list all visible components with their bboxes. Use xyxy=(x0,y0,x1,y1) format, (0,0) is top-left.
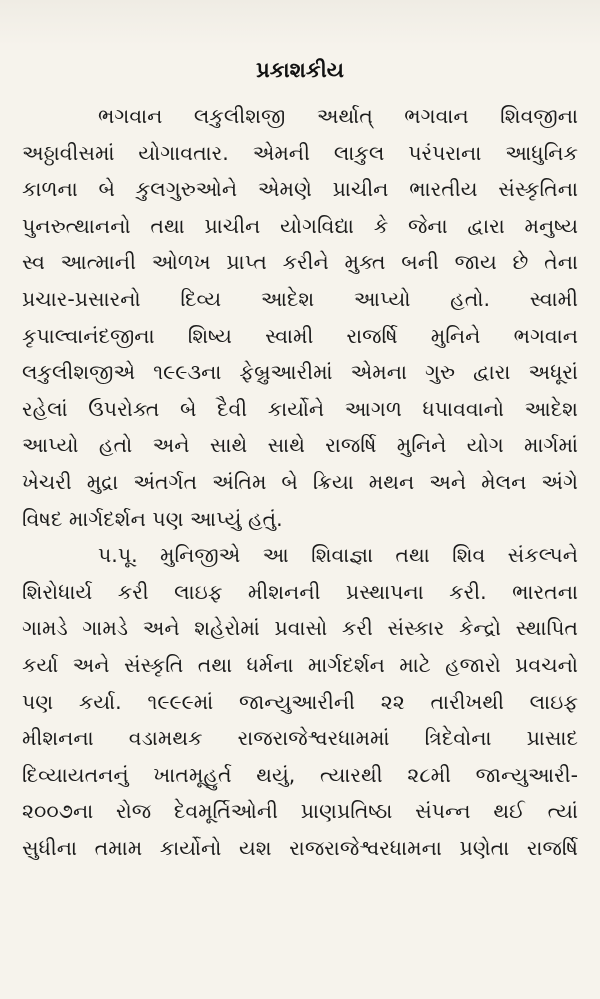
text-line: લકુલીશજીએ ૧૯૯૩ના ફેબ્રુઆરીમાં એમના ગુરુ દ્વારા અધૂરાં xyxy=(22,360,578,385)
text-line: શિરોધાર્ય કરી લાઇફ મીશનની પ્રસ્થાપના કરી. ભારતના xyxy=(22,579,578,604)
text-line: કાળના બે કુલગુરુઓને એમણે પ્રાચીન ભારતીય સંસ્કૃતિના xyxy=(22,177,578,202)
text-line: ગામડે ગામડે અને શહેરોમાં પ્રવાસો કરી સંસ્કાર કેન્દ્રો સ્થાપિત xyxy=(22,616,578,641)
paragraph-2 xyxy=(22,537,578,866)
text-line: મીશનના વડામથક રાજરાજેશ્વરધામમાં ત્રિદેવોના પ્રાસાદ xyxy=(22,726,578,751)
text-line: કર્યા અને સંસ્કૃતિ તથા ધર્મના માર્ગદર્શન માટે હજારો પ્રવચનો xyxy=(22,652,578,677)
text-line: આપ્યો હતો અને સાથે સાથે રાજર્ષિ મુનિને યોગ માર્ગમાં xyxy=(22,433,578,458)
text-line: પણ કર્યા. ૧૯૯૯માં જાન્યુઆરીની ૨૨ તારીખથી લાઇફ xyxy=(22,689,578,714)
text-line: સ્વ આત્માની ઓળખ પ્રાપ્ત કરીને મુક્ત બની જાય છે તેના xyxy=(22,250,578,275)
text-line: અઠ્ઠાવીસમાં યોગાવતાર. એમની લાકુલ પરંપરાના આધુનિક xyxy=(22,140,578,165)
text-line: કૃપાલ્વાનંદજીના શિષ્ય સ્વામી રાજર્ષિ મુનિને ભગવાન xyxy=(22,323,578,348)
text-line: પુનરુત્થાનનો તથા પ્રાચીન યોગવિદ્યા કે જેના દ્વારા મનુષ્ય xyxy=(22,213,578,238)
text-line: ૨૦૦૭ના રોજ દેવમૂર્તિઓની પ્રાણપ્રતિષ્ઠા સંપન્ન થઈ ત્યાં xyxy=(22,799,578,824)
page-top-bleed xyxy=(0,0,600,46)
text-line: વિષદ માર્ગદર્શન પણ આપ્યું હતું. xyxy=(22,506,283,531)
text-line: પ.પૂ. મુનિજીએ આ શિવાજ્ઞા તથા શિવ સંકલ્પને xyxy=(98,543,578,568)
paragraph-1 xyxy=(22,98,578,537)
text-line: સુધીના તમામ કાર્યોનો યશ રાજરાજેશ્વરધામના પ્રણેતા રાજર્ષિ xyxy=(22,835,578,860)
text-line: પ્રચાર-પ્રસારનો દિવ્ય આદેશ આપ્યો હતો. સ્વામી xyxy=(22,286,578,311)
text-line: ભગવાન લકુલીશજી અર્થાત્ ભગવાન શિવજીના xyxy=(98,104,578,128)
text-line: ખેચરી મુદ્રા અંતર્ગત અંતિમ બે ક્રિયા મથન અને મેલન અંગે xyxy=(22,469,578,494)
text-line: રહેલાં ઉપરોક્ત બે દૈવી કાર્યોને આગળ ધપાવવાનો આદેશ xyxy=(22,396,578,421)
text-line: દિવ્યાયતનનું ખાતમૂહુર્ત થયું, ત્યારથી ૨૮મી જાન્યુઆરી- xyxy=(22,762,578,787)
page-title: પ્રકાશકીય xyxy=(256,58,344,82)
